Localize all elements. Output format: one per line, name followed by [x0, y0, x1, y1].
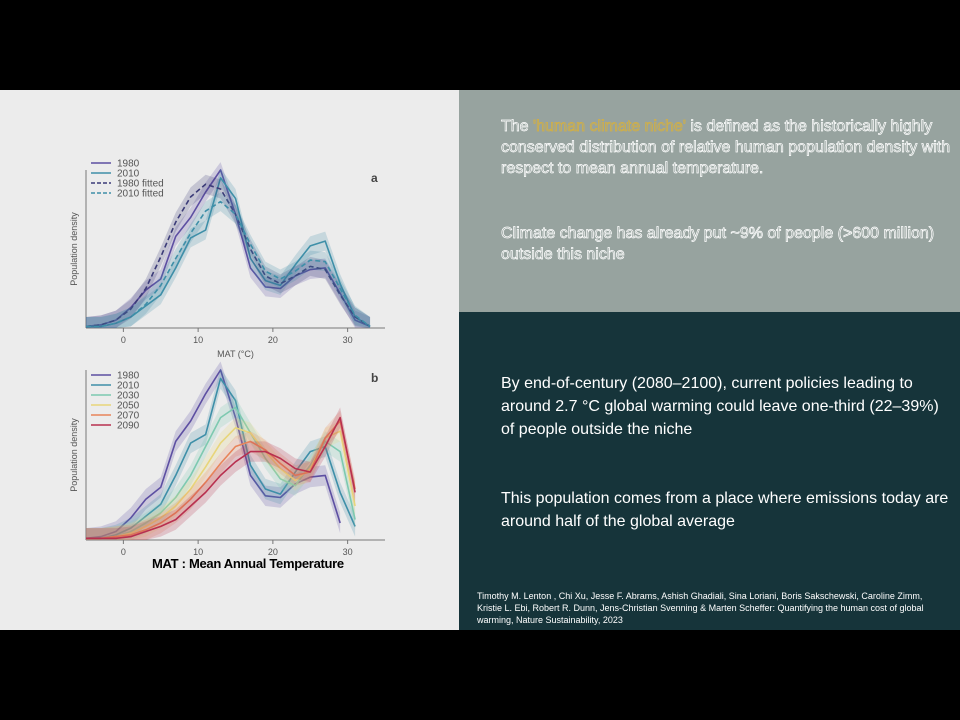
x-tick-label: 30: [342, 547, 353, 557]
chart-a: [58, 150, 388, 370]
definition-paragraph: [501, 116, 951, 179]
legend-label: 1980: [117, 158, 140, 170]
legend-label: 2030: [117, 390, 140, 402]
legend-label: 2050: [117, 400, 140, 412]
x-axis-label: MAT (°C): [217, 349, 254, 359]
x-tick-label: 10: [193, 335, 204, 345]
figure-panel: [0, 90, 459, 630]
definition-text-before: The: [501, 118, 534, 135]
definition-panel: [459, 90, 960, 312]
slide: [0, 90, 960, 630]
figure-caption: MAT : Mean Annual Temperature: [152, 556, 344, 571]
emissions-paragraph: This population comes from a place where emissions today are around half of the global average: [501, 490, 949, 530]
citation: Timothy M. Lenton , Chi Xu, Jesse F. Abrams, Ashish Ghadiali, Sina Loriani, Boris Sakschewski, Caroline Zimm, Kristie L. Ebi, Robert R. Dunn, Jens-Christian Svenning & Marten Scheffer: Quantifying the human cost of global warming, Nature Sustainability, 2023: [477, 591, 924, 625]
chart-a-svg: [58, 150, 388, 370]
impact-paragraph: Climate change has already put ~9% of people (>600 million) outside this niche: [501, 225, 935, 263]
projection-paragraph: By end-of-century (2080–2100), current policies leading to around 2.7 °C global warming could leave one-third (22–39%) of people outside the niche: [501, 375, 939, 438]
highlighted-term: 'human climate niche': [533, 118, 686, 135]
chart-b: [58, 358, 388, 568]
definition-text-after: is defined as the historically highly conserved distribution of relative human population density with respect to mean annual temperature.: [501, 118, 951, 177]
legend-label: 1980 fitted: [117, 178, 164, 190]
legend-label: 2010: [117, 380, 140, 392]
x-tick-label: 0: [120, 335, 126, 345]
x-tick-label: 0: [120, 547, 126, 557]
legend-label: 2010: [117, 168, 140, 180]
x-tick-label: 20: [267, 547, 278, 557]
x-tick-label: 10: [193, 547, 204, 557]
x-tick-label: 30: [342, 335, 353, 345]
y-axis-label: Population density: [69, 418, 79, 492]
chart-b-svg: [58, 358, 388, 568]
legend-label: 1980: [117, 370, 140, 382]
x-tick-label: 20: [267, 335, 278, 345]
legend-label: 2070: [117, 410, 140, 422]
panel-label: b: [371, 371, 379, 385]
projection-panel: [459, 312, 960, 630]
legend-label: 2090: [117, 420, 140, 432]
legend-label: 2010 fitted: [117, 188, 164, 200]
panel-label: a: [371, 171, 378, 185]
y-axis-label: Population density: [69, 212, 79, 286]
